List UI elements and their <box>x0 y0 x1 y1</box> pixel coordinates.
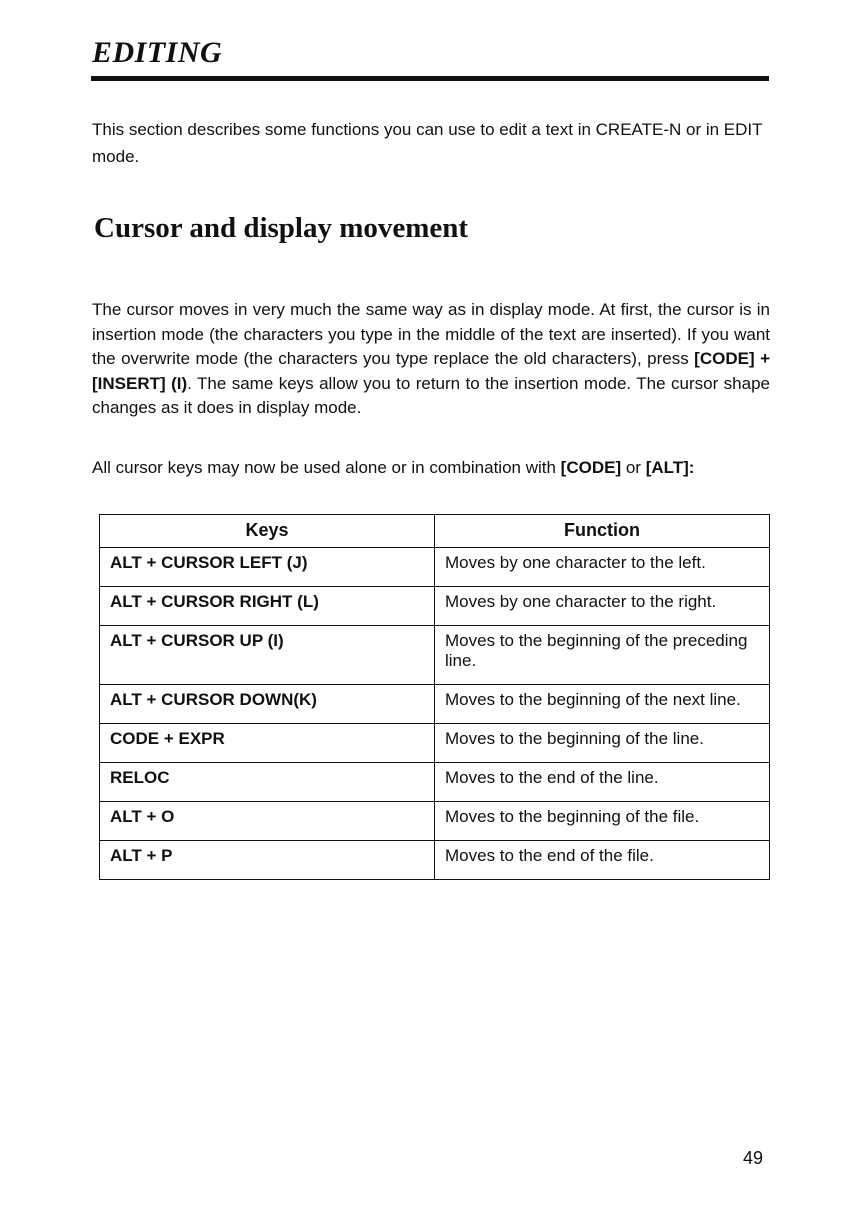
key-cell: CODE + EXPR <box>100 724 435 763</box>
function-cell: Moves to the beginning of the file. <box>435 802 770 841</box>
table-header-row <box>100 515 770 548</box>
function-cell: Moves to the end of the file. <box>435 841 770 880</box>
intro-paragraph: This section describes some functions you can use to edit a text in CREATE-N or in EDIT mode. <box>92 120 763 166</box>
table-row <box>100 685 770 724</box>
key-insert-reference: [INSERT] (I) <box>92 373 188 393</box>
table-row <box>100 763 770 802</box>
cursor-keys-paragraph <box>92 456 770 481</box>
page-number: 49 <box>743 1148 764 1168</box>
function-cell: Moves by one character to the left. <box>435 548 770 587</box>
key-code-reference: [CODE] <box>694 349 755 368</box>
key-alt-reference: [ALT] <box>645 458 689 477</box>
title-rule <box>91 76 769 81</box>
table-row <box>100 841 770 880</box>
table-row <box>100 626 770 685</box>
cursor-paragraph <box>92 298 770 421</box>
function-cell: Moves by one character to the right. <box>435 587 770 626</box>
key-cell: ALT + CURSOR LEFT (J) <box>100 548 435 587</box>
keys-column-header: Keys <box>100 515 435 548</box>
plus-sign: + <box>754 349 771 368</box>
or-text: or <box>621 458 646 477</box>
table-row <box>100 802 770 841</box>
cursor-paragraph-text-2: . The same keys allow you to return to the insertion mode. The cursor shape changes as it does in display mode. <box>92 373 770 417</box>
key-cell: ALT + O <box>100 802 435 841</box>
table-row <box>100 548 770 587</box>
key-function-table <box>99 514 770 880</box>
key-code-reference: [CODE] <box>560 458 622 477</box>
key-cell: ALT + CURSOR RIGHT (L) <box>100 587 435 626</box>
function-cell: Moves to the beginning of the line. <box>435 724 770 763</box>
cursor-paragraph-text-1: The cursor moves in very much the same way as in display mode. At first, the cursor is in insertion mode (the characters you type in the middle of the text are inserted). If you want the overwrite mode (the characters you type replace the old characters), press <box>92 300 770 368</box>
function-column-header: Function <box>435 515 770 548</box>
function-cell: Moves to the end of the line. <box>435 763 770 802</box>
function-cell: Moves to the beginning of the next line. <box>435 685 770 724</box>
table-row <box>100 587 770 626</box>
cursor-keys-text: All cursor keys may now be used alone or in combination with <box>92 458 561 477</box>
key-cell: ALT + CURSOR DOWN(K) <box>100 685 435 724</box>
page-title: EDITING <box>92 36 223 69</box>
function-cell: Moves to the beginning of the preceding line. <box>435 626 770 685</box>
key-cell: ALT + CURSOR UP (I) <box>100 626 435 685</box>
section-subheading: Cursor and display movement <box>94 212 469 244</box>
key-cell: RELOC <box>100 763 435 802</box>
colon: : <box>688 458 695 477</box>
key-cell: ALT + P <box>100 841 435 880</box>
table-row <box>100 724 770 763</box>
